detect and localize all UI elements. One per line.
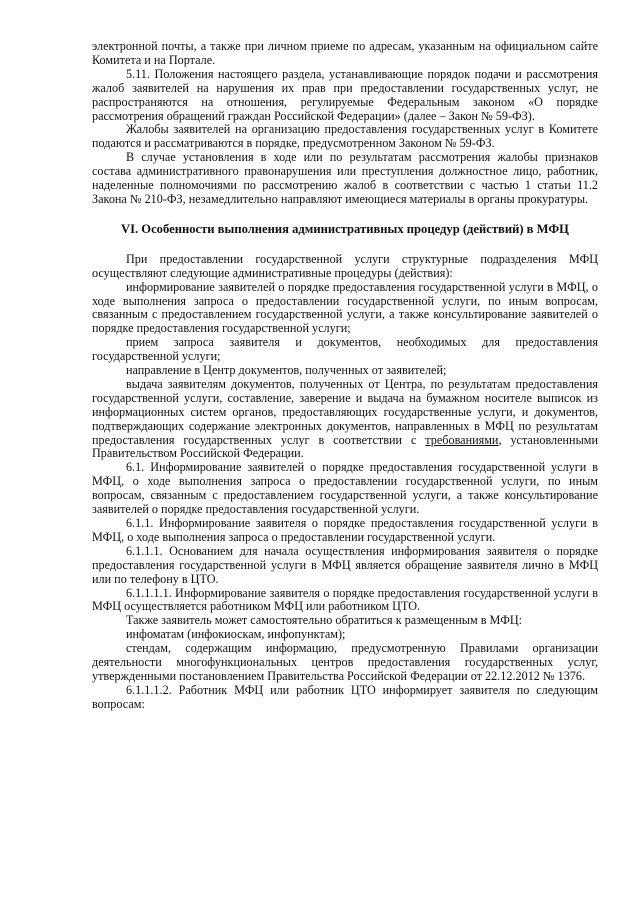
paragraph: инфоматам (инфокиоскам, инфопунктам);: [126, 627, 346, 642]
paragraph: 6.1.1.1. Основанием для начала осуществления информирования заявителя о порядке предоставления государственной услуги в МФЦ является обращение заявителя лично в МФЦ или по телефону в ЦТО.: [92, 543, 598, 586]
paragraph: прием запроса заявителя и документов, необходимых для предоставления государственной услуги;: [92, 335, 598, 364]
paragraph: 6.1. Информирование заявителей о порядке предоставления государственной услуги в МФЦ, о ходе выполнения запроса о предоставлении государственной услуги, по иным вопросам, связанным с предоставлением государственной услуги, а также консультирование заявителей о порядке предоставления государственной услуги.: [92, 460, 598, 517]
paragraph-text: выдача заявителям документов, полученных от Центра, по результатам предоставления государственной услуги, составление, заверение и выдача на бумажном носителе выписок из информационных систем органов, предоставляющих государственные услуги, и документов, подтверждающих содержание электронных документов, направленных в МФЦ по результатам предоставления государственных услуг в соответствии с: [92, 376, 598, 447]
document-page: [92, 40, 598, 712]
paragraph: 6.1.1. Информирование заявителя о порядке предоставления государственной услуги в МФЦ, о ходе выполнения запроса о предоставлении государственной услуги.: [92, 516, 598, 544]
paragraph: стендам, содержащим информацию, предусмотренную Правилами организации деятельности многофункциональных центров предоставления государственных услуг, утвержденными постановлением Правительства Российской Федерации от 22.12.2012 № 1376.: [92, 641, 598, 683]
paragraph: Также заявитель может самостоятельно обратиться к размещенным в МФЦ:: [126, 613, 523, 628]
requirements-link[interactable]: требованиями: [425, 432, 499, 447]
paragraph: В случае установления в ходе или по результатам рассмотрения жалобы признаков состава административного правонарушения или преступления должностное лицо, работник, наделенные полномочиями по рассмотрению жалоб в соответствии с частью 1 статьи 11.2 Закона № 210-ФЗ, незамедлительно направляют имеющиеся материалы в органы прокуратуры.: [92, 150, 598, 206]
section-heading: VI. Особенности выполнения административных процедур (действий) в МФЦ: [121, 221, 569, 236]
paragraph: Жалобы заявителей на организацию предоставления государственных услуг в Комитете подаются и рассматриваются в порядке, предусмотренном Законом № 59-ФЗ.: [92, 122, 598, 151]
paragraph: информирование заявителей о порядке предоставления государственной услуги в МФЦ, о ходе выполнения запроса о предоставлении государственной услуги, по иным вопросам, связанным с предоставлением государственной услуги, а также консультирование заявителей о порядке предоставления государственной услуги;: [92, 279, 598, 336]
paragraph: электронной почты, а также при личном приеме по адресам, указанным на официальном сайте Комитета и на Портале.: [92, 39, 598, 67]
paragraph-text: , установленными Правительством Российской Федерации.: [92, 432, 598, 461]
paragraph: При предоставлении государственной услуги структурные подразделения МФЦ осуществляют следующие административные процедуры (действия):: [92, 251, 598, 280]
paragraph: 6.1.1.1.2. Работник МФЦ или работник ЦТО информирует заявителя по следующим вопросам:: [92, 682, 598, 711]
paragraph: 5.11. Положения настоящего раздела, устанавливающие порядок подачи и рассмотрения жалоб заявителей на нарушения их прав при предоставлении государственных услуг, не распространяются на отношения, регулируемые Федеральным законом «О порядке рассмотрения обращений граждан Российской Федерации» (далее – Закон № 59-ФЗ).: [92, 66, 598, 123]
paragraph: направление в Центр документов, полученных от заявителей;: [126, 363, 447, 378]
paragraph: [92, 378, 598, 461]
paragraph: 6.1.1.1.1. Информирование заявителя о порядке предоставления государственной услуги в МФЦ осуществляется работником МФЦ или работником ЦТО.: [92, 585, 598, 614]
